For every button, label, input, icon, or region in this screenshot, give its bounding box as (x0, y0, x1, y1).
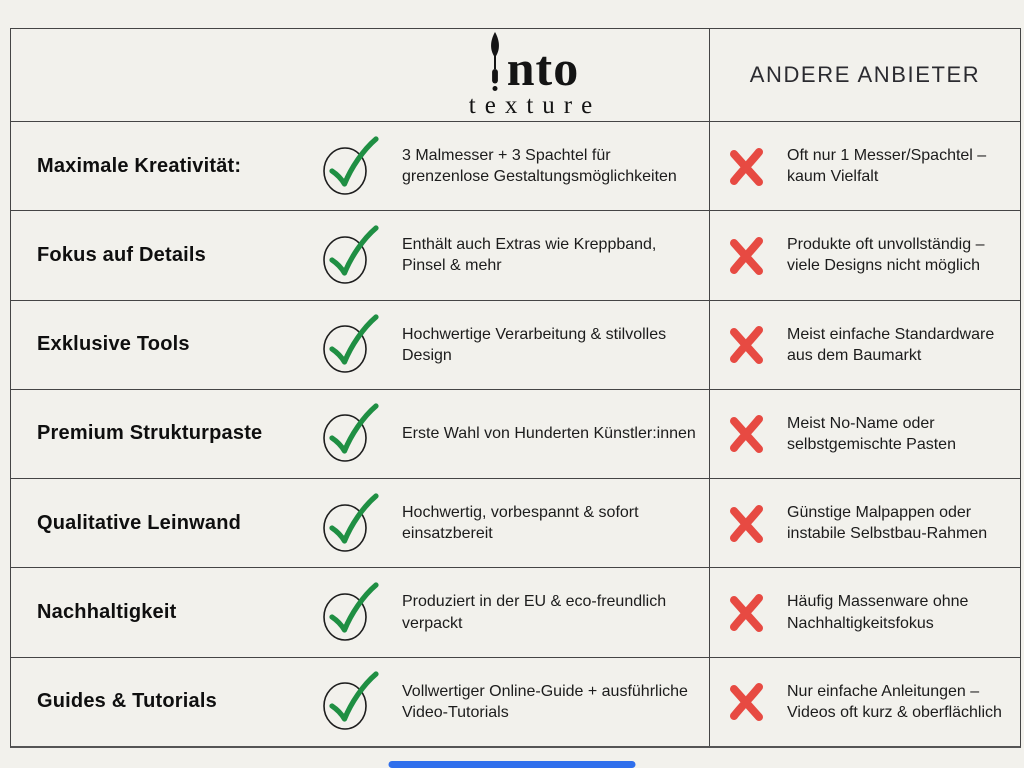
table-row-ours (311, 567, 709, 656)
check-icon (321, 493, 379, 554)
ours-description: Hochwertig, vorbespannt & sofort einsatzbereit (402, 504, 639, 543)
check-icon (321, 671, 379, 732)
table-row-theirs (709, 567, 1020, 656)
table-row-feature (11, 300, 311, 389)
table-row-theirs (709, 210, 1020, 299)
table-row-theirs (709, 121, 1020, 210)
comparison-table (10, 28, 1021, 748)
table-row-feature (11, 121, 311, 210)
table-row-theirs (709, 300, 1020, 389)
cross-icon (726, 679, 766, 724)
feature-label: Premium Strukturpaste (37, 422, 263, 445)
theirs-description: Häufig Massenware ohne Nachhaltigkeitsfokus (787, 593, 969, 632)
theirs-description: Nur einfache Anleitungen – Videos oft kurz & oberflächlich (787, 682, 1002, 721)
check-icon (321, 403, 379, 464)
ours-description: Vollwertiger Online-Guide + ausführliche Video-Tutorials (402, 682, 688, 721)
check-icon (321, 136, 379, 197)
table-row-feature (11, 210, 311, 299)
brand-word-top: nto (506, 39, 580, 96)
brand-word-bottom: texture (468, 91, 602, 119)
table-row-ours (311, 389, 709, 478)
table-row-ours (311, 210, 709, 299)
cross-icon (726, 322, 766, 367)
brand-logo (463, 31, 601, 120)
table-row-feature (11, 478, 311, 567)
feature-label: Qualitative Leinwand (37, 511, 242, 534)
table-row-ours (311, 300, 709, 389)
theirs-description: Produkte oft unvollständig – viele Designs nicht möglich (787, 236, 985, 275)
theirs-description: Oft nur 1 Messer/Spachtel – kaum Vielfalt (787, 147, 987, 186)
table-row-theirs (709, 389, 1020, 478)
ours-description: 3 Malmesser + 3 Spachtel für grenzenlose Gestaltungsmöglichkeiten (402, 147, 677, 186)
bottom-accent-bar (389, 761, 636, 768)
theirs-description: Meist einfache Standardware aus dem Baumarkt (787, 325, 995, 364)
table-row-ours (311, 121, 709, 210)
table-row-feature (11, 389, 311, 478)
ours-description: Produziert in der EU & eco-freundlich verpackt (402, 593, 667, 632)
header-competitor-cell (709, 29, 1020, 121)
table-row-ours (311, 478, 709, 567)
feature-label: Nachhaltigkeit (37, 601, 177, 624)
feature-label: Guides & Tutorials (37, 690, 217, 713)
cross-icon (726, 590, 766, 635)
check-icon (321, 314, 379, 375)
table-row-ours (311, 657, 709, 746)
feature-label: Exklusive Tools (37, 333, 190, 356)
cross-icon (726, 411, 766, 456)
header-brand-cell (311, 29, 709, 121)
palette-knife-icon (485, 31, 507, 90)
feature-label: Fokus auf Details (37, 243, 206, 266)
theirs-description: Meist No-Name oder selbstgemischte Pasten (787, 414, 956, 453)
table-row-theirs (709, 657, 1020, 746)
cross-icon (726, 501, 766, 546)
competitor-heading: ANDERE ANBIETER (749, 62, 981, 87)
header-empty-cell (11, 29, 311, 121)
cross-icon (726, 144, 766, 189)
ours-description: Erste Wahl von Hunderten Künstler:innen (402, 425, 696, 443)
ours-description: Enthält auch Extras wie Kreppband, Pinsel & mehr (402, 236, 657, 275)
theirs-description: Günstige Malpappen oder instabile Selbstbau-Rahmen (787, 504, 988, 543)
check-icon (321, 582, 379, 643)
feature-label: Maximale Kreativität: (37, 154, 242, 177)
check-icon (321, 225, 379, 286)
table-row-feature (11, 567, 311, 656)
table-row-theirs (709, 478, 1020, 567)
cross-icon (726, 233, 766, 278)
ours-description: Hochwertige Verarbeitung & stilvolles Design (402, 325, 667, 364)
table-row-feature (11, 657, 311, 746)
